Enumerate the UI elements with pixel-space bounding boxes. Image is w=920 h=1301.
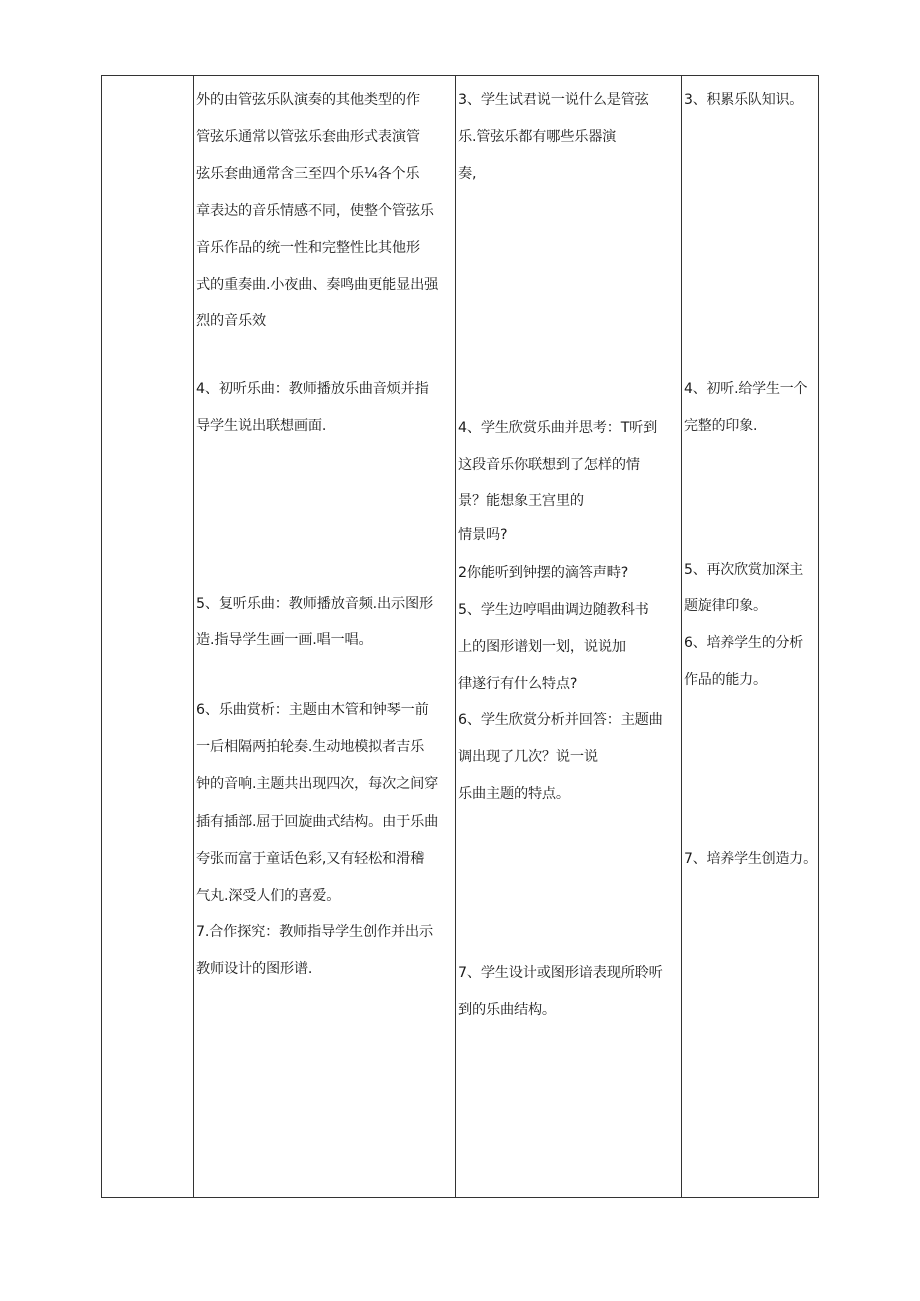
text-line: 3、积累乐队知识。 xyxy=(684,92,804,108)
text-line: 景？能想象王宫里的 xyxy=(458,493,584,509)
text-line: 奏, xyxy=(458,166,477,182)
text-line: 4、初听乐曲：教师播放乐曲音烦并指 xyxy=(196,381,429,397)
text-line: 插有插部.屈于回旋曲式结构。由于乐曲 xyxy=(196,814,439,830)
text-line: 管弦乐通常以管弦乐套曲形式表演管 xyxy=(196,129,420,145)
text-line: 调出现了几次？说一说 xyxy=(458,749,598,765)
text-line: 2你能听到钟摆的滴答声畤? xyxy=(458,565,629,581)
text-line: 式的重奏曲.小夜曲、奏鸣曲更能显出强 xyxy=(196,277,439,293)
text-line: 6、乐曲赏析：主题由木管和钟琴一前 xyxy=(196,702,429,718)
text-line: 导学生说出联想画面. xyxy=(196,418,327,434)
text-line: 5、再次欣赏加深主 xyxy=(684,562,804,578)
column-design-intent xyxy=(682,76,820,1197)
lesson-table xyxy=(101,75,819,1198)
column-blank xyxy=(102,76,194,1197)
text-line: 上的图形谱划一划，说说加 xyxy=(458,639,626,655)
text-line: 律遂行有什么特点? xyxy=(458,676,578,692)
text-line: 7、培养学生创造力。 xyxy=(684,851,817,867)
text-line: 钟的音响.主题共出现四次，每次之间穿 xyxy=(196,776,439,792)
text-line: 4、学生欣赏乐曲并思考：T听到 xyxy=(458,420,658,436)
text-line: 乐.管弦乐都有哪些乐器演 xyxy=(458,129,617,145)
text-line: 乐曲主题的特点。 xyxy=(458,786,570,802)
text-line: 7.合作探究：教师指导学生创作并出示 xyxy=(196,924,433,940)
text-line: 完整的印象. xyxy=(684,418,758,434)
text-line: 教师设计的图形谱. xyxy=(196,961,313,977)
text-line: 这段音乐你联想到了怎样的情 xyxy=(458,457,640,473)
text-line: 7、学生设计或图形谙表现所聆听 xyxy=(458,965,663,981)
text-line: 气丸.深受人们的喜爱。 xyxy=(196,888,341,904)
text-line: 外的由管弦乐队演奏的其他类型的作 xyxy=(196,92,420,108)
text-line: 音乐作品的统一性和完整性比其他形 xyxy=(196,240,420,256)
column-student-activity xyxy=(456,76,682,1197)
text-line: 烈的音乐效 xyxy=(196,313,266,329)
text-line: 情景吗? xyxy=(458,527,508,543)
text-line: 一后相隔两拍轮奏.生动地模拟者吉乐 xyxy=(196,739,425,755)
text-line: 夸张而富于童话色彩,又有轻松和滑稽 xyxy=(196,851,425,867)
text-line: 3、学生试君说一说什么是管弦 xyxy=(458,92,649,108)
text-line: 4、初听.给学生一个 xyxy=(684,381,808,397)
text-line: 弦乐套曲通常含三至四个乐¼各个乐 xyxy=(196,166,420,182)
column-teacher-activity xyxy=(194,76,456,1197)
text-line: 章表达的音乐情感不同，使整个管弦乐 xyxy=(196,203,434,219)
text-line: 作品的能力。 xyxy=(684,672,767,688)
text-line: 5、复听乐曲：教师播放音频.出示图形 xyxy=(196,596,433,612)
text-line: 题旋律印象。 xyxy=(684,598,767,614)
text-line: 到的乐曲结构。 xyxy=(458,1002,556,1018)
text-line: 6、培养学生的分析 xyxy=(684,635,804,651)
text-line: 5、学生边哼唱曲调边随教科书 xyxy=(458,602,649,618)
text-line: 6、学生欣赏分析并回答：主题曲 xyxy=(458,712,663,728)
text-line: 造.指导学生画一画.唱一唱。 xyxy=(196,632,373,648)
